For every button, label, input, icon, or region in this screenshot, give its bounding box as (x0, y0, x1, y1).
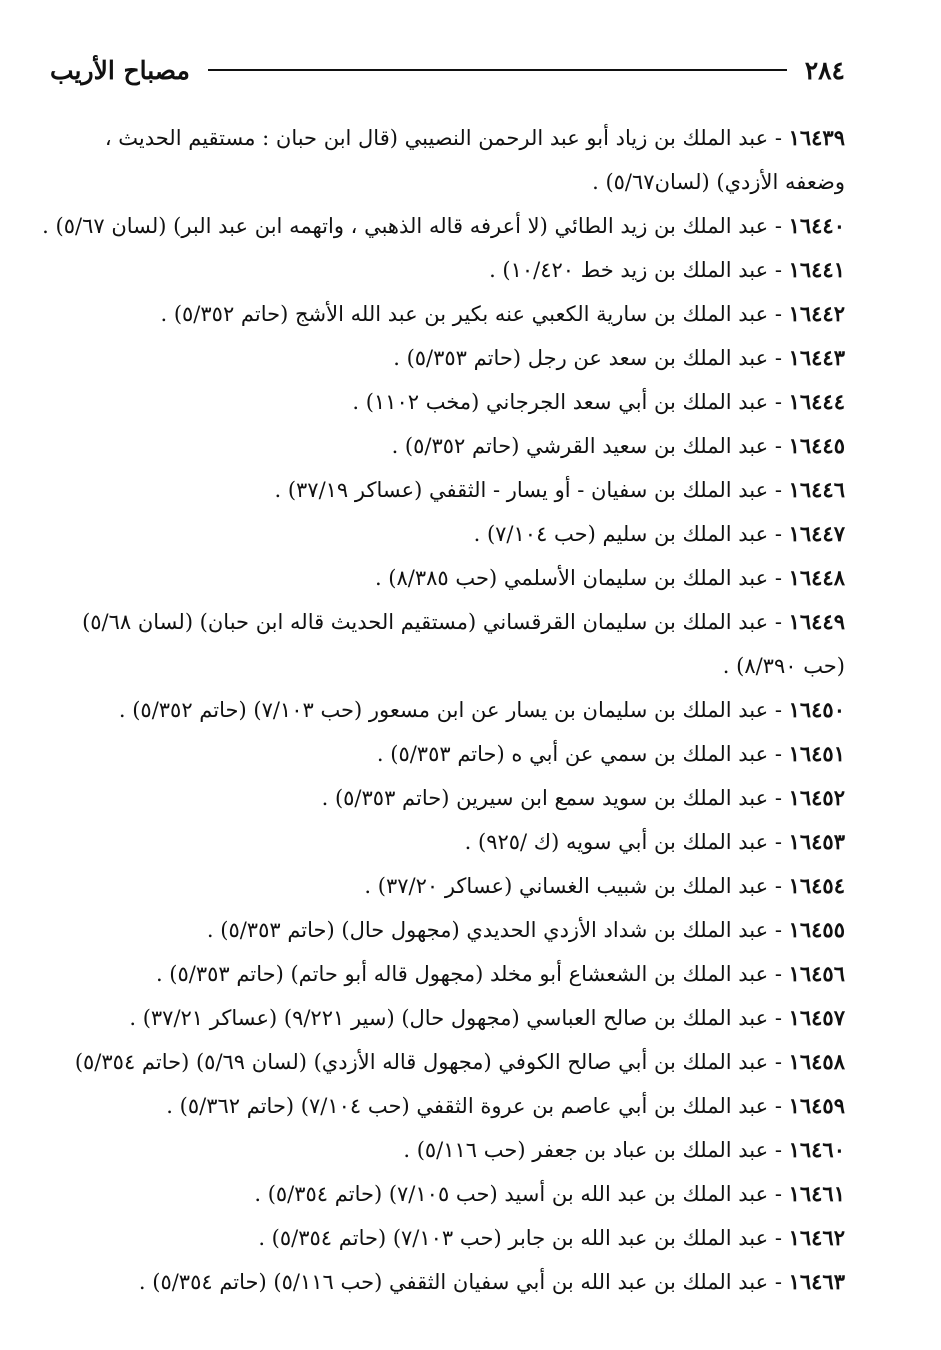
entry-number: ١٦٤٥١ (788, 741, 845, 766)
list-item (60, 688, 845, 732)
list-item (60, 600, 845, 688)
entry-separator: - (768, 346, 789, 370)
entry-separator: - (768, 698, 789, 722)
entry-text: عبد الملك بن زيد خط ١٠/٤٢٠) . (489, 258, 769, 282)
entry-separator: - (768, 1006, 789, 1030)
list-item (60, 1260, 845, 1304)
list-item (60, 292, 845, 336)
entry-text: عبد الملك بن سليمان الأسلمي (حب ٨/٣٨٥) . (374, 566, 769, 590)
entry-number: ١٦٤٥٣ (788, 829, 845, 854)
entry-text: عبد الملك بن صالح العباسي (مجهول حال) (سير ٩/٢٢١) (عساكر ٣٧/٢١) . (129, 1006, 769, 1030)
entry-separator: - (768, 1270, 789, 1294)
entry-number: ١٦٤٥٢ (788, 785, 845, 810)
entry-separator: - (768, 1094, 789, 1118)
list-item (60, 1128, 845, 1172)
entry-separator: - (768, 742, 789, 766)
entry-separator: - (768, 1050, 789, 1074)
entry-text: عبد الملك بن سليمان بن يسار عن ابن مسعور (حب ٧/١٠٣) (حاتم ٥/٣٥٢) . (118, 698, 769, 722)
list-item (60, 1040, 845, 1084)
entry-text: عبد الملك بن زيد الطائي (لا أعرفه قاله الذهبي ، واتهمه ابن عبد البر) (لسان ٥/٦٧) . (42, 214, 769, 238)
list-item (60, 116, 845, 204)
entry-separator: - (768, 610, 789, 634)
entry-separator: - (768, 874, 789, 898)
entry-separator: - (768, 478, 789, 502)
entry-number: ١٦٤٤٩ (788, 609, 845, 634)
entry-number: ١٦٤٥٥ (788, 917, 845, 942)
entry-text: عبد الملك بن أبي صالح الكوفي (مجهول قاله الأزدي) (لسان ٥/٦٩) (حاتم ٥/٣٥٤) (74, 1050, 769, 1074)
entry-separator: - (768, 1138, 789, 1162)
entry-text: عبد الملك بن عبد الله بن أسيد (حب ٧/١٠٥) (حاتم ٥/٣٥٤) . (254, 1182, 769, 1206)
entry-text: عبد الملك بن سويد سمع ابن سيرين (حاتم ٥/٣٥٣) . (321, 786, 769, 810)
list-item (42, 204, 845, 248)
entry-separator: - (768, 390, 789, 414)
entry-text: عبد الملك بن سارية الكعبي عنه بكير بن عبد الله الأشج (حاتم ٥/٣٥٢) . (160, 302, 769, 326)
entry-separator: - (768, 522, 789, 546)
list-item (60, 424, 845, 468)
entry-number: ١٦٤٥٦ (788, 961, 845, 986)
entry-text: عبد الملك بن أبي عاصم بن عروة الثقفي (حب ٧/١٠٤) (حاتم ٥/٣٦٢) . (166, 1094, 769, 1118)
entry-number: ١٦٤٤٤ (788, 389, 845, 414)
list-item (60, 820, 845, 864)
entry-text: عبد الملك بن سعد عن رجل (حاتم ٥/٣٥٣) . (393, 346, 769, 370)
entry-text: عبد الملك بن عبد الله بن أبي سفيان الثقفي (حب ٥/١١٦) (حاتم ٥/٣٥٤) . (138, 1270, 769, 1294)
entry-text: عبد الملك بن سمي عن أبي ه (حاتم ٥/٣٥٣) . (376, 742, 769, 766)
list-item (60, 380, 845, 424)
list-item (60, 556, 845, 600)
entry-number: ١٦٤٤٥ (788, 433, 845, 458)
list-item (60, 864, 845, 908)
entry-text: عبد الملك بن زياد أبو عبد الرحمن النصيبي (قال ابن حبان : مستقيم الحديث ، وضعفه الأزدي) (لسان٥/٦٧) . (104, 126, 845, 194)
list-item (60, 1172, 845, 1216)
entry-separator: - (768, 302, 789, 326)
entry-number: ١٦٤٤٣ (788, 345, 845, 370)
entry-text: عبد الملك بن سليمان القرقساني (مستقيم الحديث قاله ابن حبان) (لسان ٥/٦٨) (حب ٨/٣٩٠) . (82, 610, 845, 678)
entry-separator: - (768, 434, 789, 458)
entry-number: ١٦٤٥٤ (788, 873, 845, 898)
entry-number: ١٦٤٦٢ (788, 1225, 845, 1250)
page-header (50, 50, 845, 90)
entry-number: ١٦٤٦٠ (788, 1137, 845, 1162)
book-title: مصباح الأريب (50, 55, 190, 85)
list-item (60, 336, 845, 380)
entry-text: عبد الملك بن سفيان - أو يسار - الثقفي (عساكر ٣٧/١٩) . (274, 478, 769, 502)
entry-number: ١٦٤٤٦ (788, 477, 845, 502)
entry-number: ١٦٤٤١ (788, 257, 845, 282)
entry-number: ١٦٤٣٩ (788, 125, 845, 150)
entry-number: ١٦٤٤٢ (788, 301, 845, 326)
entry-number: ١٦٤٤٨ (788, 565, 845, 590)
entry-text: عبد الملك بن شداد الأزدي الحديدي (مجهول حال) (حاتم ٥/٣٥٣) . (206, 918, 769, 942)
list-item (60, 248, 845, 292)
entry-separator: - (768, 830, 789, 854)
entry-text: عبد الملك بن عبد الله بن جابر (حب ٧/١٠٣) (حاتم ٥/٣٥٤) . (258, 1226, 769, 1250)
entry-number: ١٦٤٤٠ (788, 213, 845, 238)
entry-text: عبد الملك بن أبي سعد الجرجاني (مخب ١١٠٢) . (352, 390, 769, 414)
entry-text: عبد الملك بن شبيب الغساني (عساكر ٣٧/٢٠) . (364, 874, 769, 898)
entry-separator: - (768, 918, 789, 942)
entry-separator: - (768, 1226, 789, 1250)
list-item (60, 512, 845, 556)
list-item (60, 1216, 845, 1260)
entry-separator: - (768, 566, 789, 590)
entry-text: عبد الملك بن الشعشاع أبو مخلد (مجهول قاله أبو حاتم) (حاتم ٥/٣٥٣) . (155, 962, 769, 986)
list-item (60, 732, 845, 776)
entry-text: عبد الملك بن عباد بن جعفر (حب ٥/١١٦) . (403, 1138, 769, 1162)
list-item (60, 908, 845, 952)
entry-number: ١٦٤٦٣ (788, 1269, 845, 1294)
entry-number: ١٦٤٥٩ (788, 1093, 845, 1118)
list-item (60, 996, 845, 1040)
entry-text: عبد الملك بن سعيد القرشي (حاتم ٥/٣٥٢) . (391, 434, 769, 458)
list-item (60, 1084, 845, 1128)
list-item (60, 776, 845, 820)
list-item (60, 952, 845, 996)
entry-separator: - (768, 214, 789, 238)
entry-separator: - (768, 962, 789, 986)
entry-text: عبد الملك بن سليم (حب ٧/١٠٤) . (473, 522, 769, 546)
header-rule (208, 69, 787, 71)
entry-number: ١٦٤٥٧ (788, 1005, 845, 1030)
entry-text: عبد الملك بن أبي سويه (ك /٩٢٥) . (464, 830, 769, 854)
entry-number: ١٦٤٤٧ (788, 521, 845, 546)
entry-number: ١٦٤٥٠ (788, 697, 845, 722)
entry-number: ١٦٤٥٨ (788, 1049, 845, 1074)
entry-number: ١٦٤٦١ (788, 1181, 845, 1206)
entry-separator: - (768, 786, 789, 810)
list-item (60, 468, 845, 512)
entry-separator: - (768, 1182, 789, 1206)
entry-list (42, 116, 845, 1304)
entry-separator: - (768, 126, 789, 150)
page-number: ٢٨٤ (804, 55, 845, 85)
entry-separator: - (768, 258, 789, 282)
